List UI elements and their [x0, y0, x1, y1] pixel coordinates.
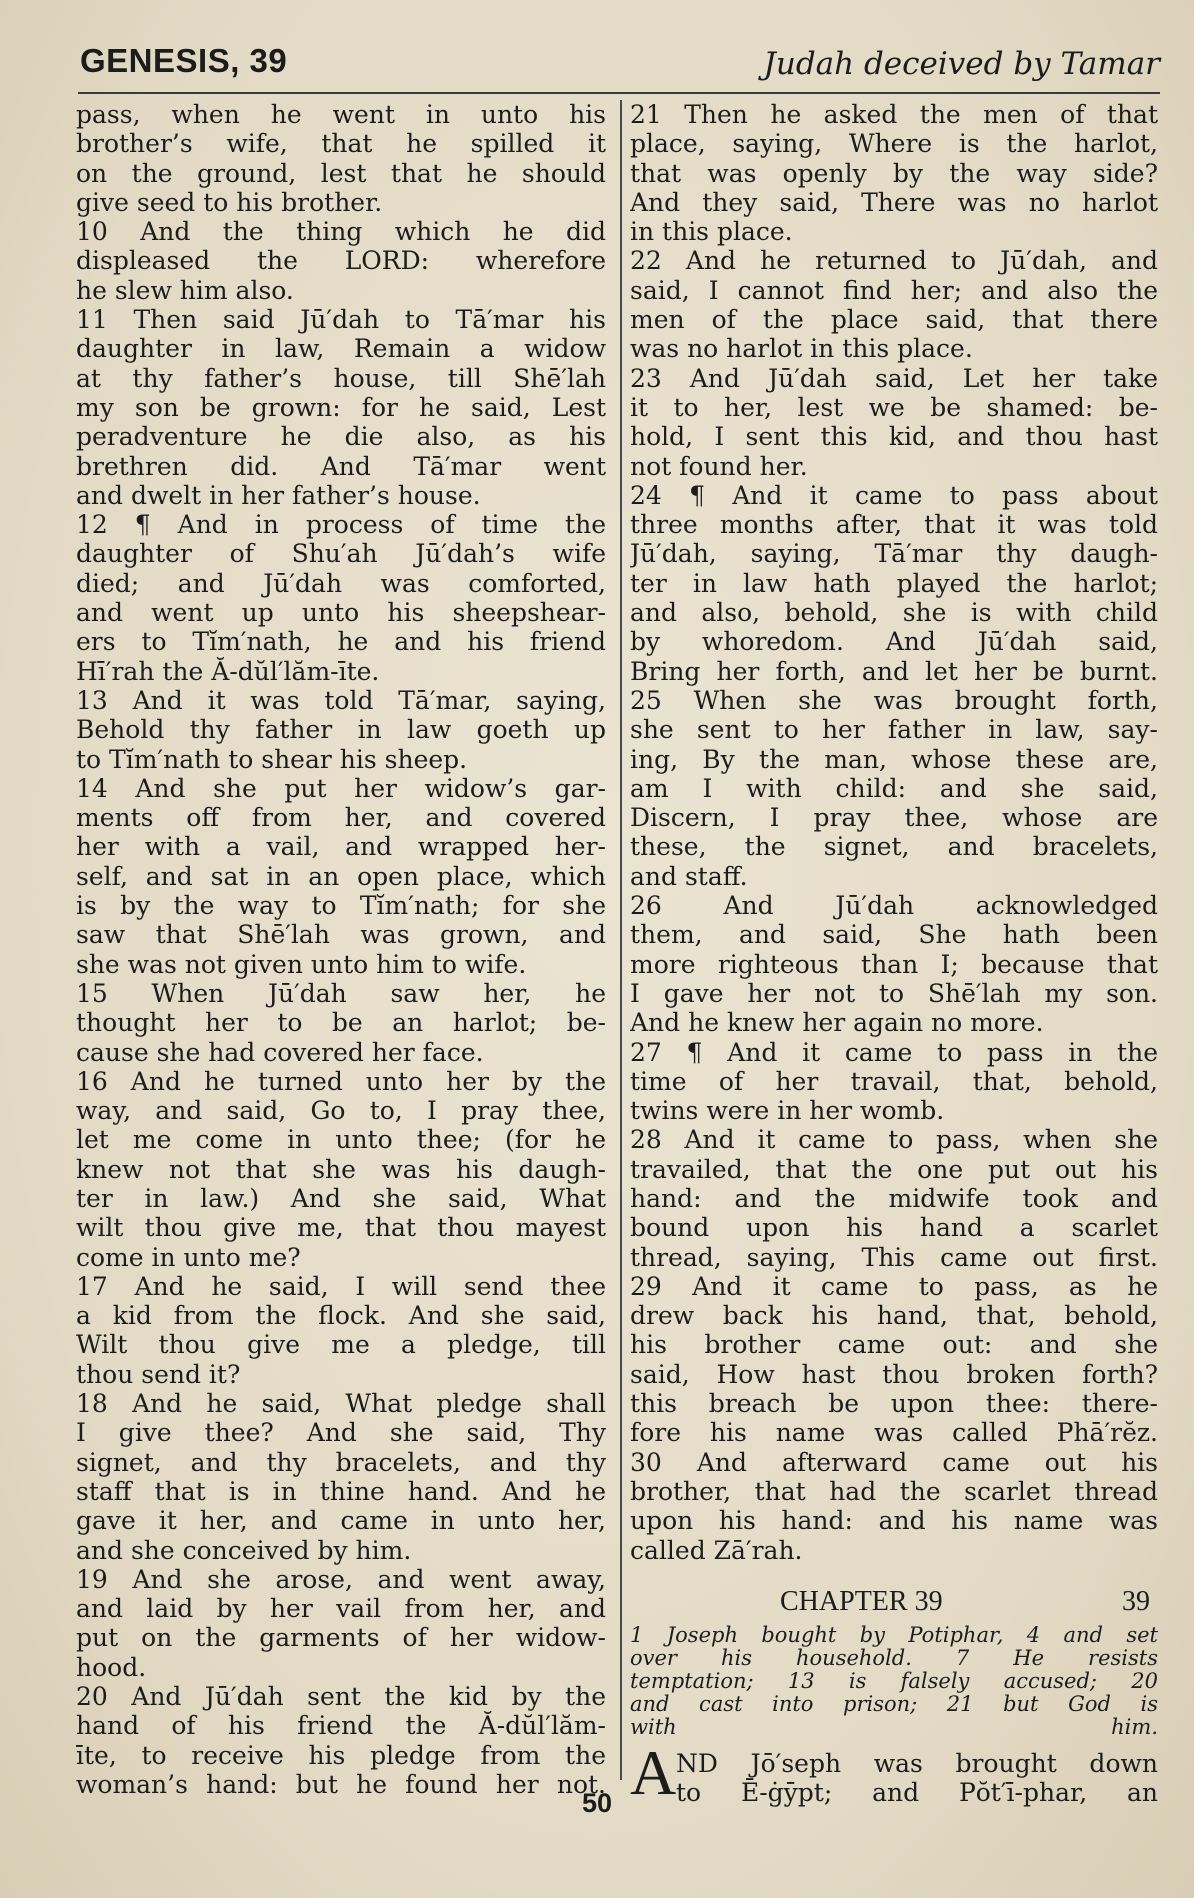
left-line: 10 And the thing which he did [76, 217, 606, 247]
right-line: drew back his hand, that, behold, [630, 1301, 1158, 1331]
left-line: thou send it? [76, 1359, 241, 1389]
left-line: let me come in unto thee; (for he [76, 1125, 606, 1155]
left-line: on the ground, lest that he should [76, 158, 606, 188]
right-line: 27 ¶ And it came to pass in the [630, 1037, 1158, 1067]
left-line: her with a vail, and wrapped her- [76, 832, 606, 862]
left-line: 14 And she put her widow’s gar- [76, 773, 606, 803]
right-line: thread, saying, This came out first. [630, 1242, 1158, 1272]
chapter-number: 39 [1122, 1585, 1150, 1617]
left-line: and went up unto his sheepshear- [76, 598, 606, 628]
left-line: at thy father’s house, till Shē′lah [76, 363, 606, 393]
right-line: she sent to her father in law, say- [630, 715, 1158, 745]
right-line: ing, By the man, whose these are, [630, 744, 1158, 774]
chapter-heading [630, 1569, 1158, 1622]
right-line: not found her. [630, 451, 808, 481]
right-line: his brother came out: and she [630, 1330, 1158, 1360]
running-head-topic: Judah deceived by Tamar [763, 46, 1160, 82]
left-line: 20 And Jū′dah sent the kid by the [76, 1682, 606, 1712]
left-line: she was not given unto him to wife. [76, 949, 527, 979]
right-line: said, How hast thou broken forth? [630, 1359, 1158, 1389]
right-line: and also, behold, she is with child [630, 598, 1158, 628]
right-line: said, I cannot find her; and also the [630, 275, 1158, 305]
right-line: 28 And it came to pass, when she [630, 1125, 1158, 1155]
right-line: men of the place said, that there [630, 305, 1158, 335]
left-line: he slew him also. [76, 275, 294, 305]
column-divider [620, 100, 622, 1780]
page-number: 50 [581, 1788, 613, 1818]
summary-line: over his household. 7 He resists [630, 1647, 1158, 1671]
header-rule [78, 92, 1160, 94]
left-line: thought her to be an harlot; be- [76, 1008, 606, 1038]
right-line: Discern, I pray thee, whose are [630, 803, 1158, 833]
left-line: 17 And he said, I will send thee [76, 1271, 606, 1301]
left-line: is by the way to Tĭm′nath; for she [76, 891, 606, 921]
left-line: displeased the LORD: wherefore [76, 246, 606, 276]
left-line: daughter in law, Remain a widow [76, 334, 606, 364]
left-line: self, and sat in an open place, which [76, 861, 606, 891]
left-line: 15 When Jū′dah saw her, he [76, 978, 606, 1008]
left-line: saw that Shē′lah was grown, and [76, 920, 606, 950]
right-line: 30 And afterward came out his [630, 1447, 1158, 1477]
left-line: Wilt thou give me a pledge, till [76, 1330, 606, 1360]
right-line: am I with child: and she said, [630, 773, 1158, 803]
left-line: ers to Tĭm′nath, he and his friend [76, 627, 606, 657]
right-line: bound upon his hand a scarlet [630, 1213, 1158, 1243]
right-line: upon his hand: and his name was [630, 1506, 1158, 1536]
left-line: put on the garments of her widow- [76, 1623, 606, 1653]
right-line: fore his name was called Phā′rĕz. [630, 1418, 1158, 1448]
left-line: woman’s hand: but he found her not. [76, 1769, 606, 1799]
right-line: 21 Then he asked the men of that [630, 100, 1158, 129]
left-line: hood. [76, 1652, 147, 1682]
left-line: brother’s wife, that he spilled it [76, 129, 606, 159]
left-line: 11 Then said Jū′dah to Tā′mar his [76, 305, 606, 335]
left-line: pass, when he went in unto his [76, 100, 606, 129]
right-line: 26 And Jū′dah acknowledged [630, 891, 1158, 921]
right-line: three months after, that it was told [630, 510, 1158, 540]
right-line: 29 And it came to pass, as he [630, 1271, 1158, 1301]
right-line: brother, that had the scarlet thread [630, 1476, 1158, 1506]
left-line: and she conceived by him. [76, 1535, 412, 1565]
chapter-summary [630, 1624, 1158, 1739]
left-line: and laid by her vail from her, and [76, 1594, 606, 1624]
left-line: way, and said, Go to, I pray thee, [76, 1096, 606, 1126]
left-line: signet, and thy bracelets, and thy [76, 1447, 606, 1477]
right-line: 25 When she was brought forth, [630, 685, 1158, 715]
left-line: staff that is in thine hand. And he [76, 1476, 606, 1506]
left-line: 12 ¶ And in process of time the [76, 510, 606, 540]
running-head-book: GENESIS, 39 [80, 42, 288, 79]
right-line: by whoredom. And Jū′dah said, [630, 627, 1158, 657]
left-line: I give thee? And she said, Thy [76, 1418, 606, 1448]
left-line: knew not that she was his daugh- [76, 1154, 606, 1184]
right-line: 22 And he returned to Jū′dah, and [630, 246, 1158, 276]
right-line: Bring her forth, and let her be burnt. [630, 656, 1158, 686]
right-line: twins were in her womb. [630, 1096, 945, 1126]
right-line: these, the signet, and bracelets, [630, 832, 1158, 862]
drop-cap: A [630, 1737, 677, 1809]
left-line: Behold thy father in law goeth up [76, 715, 606, 745]
summary-line: with him. [630, 1716, 1158, 1740]
left-line: and dwelt in her father’s house. [76, 480, 481, 510]
right-line: place, saying, Where is the harlot, [630, 129, 1158, 159]
left-line: died; and Jū′dah was comforted, [76, 568, 606, 598]
left-line: brethren did. And Tā′mar went [76, 451, 606, 481]
right-line: And he knew her again no more. [630, 1008, 1044, 1038]
opening-line-1: ND Jō′seph was brought down [676, 1749, 1158, 1779]
left-line: give seed to his brother. [76, 187, 383, 217]
left-line: 16 And he turned unto her by the [76, 1066, 606, 1096]
left-line: daughter of Shu′ah Jū′dah’s wife [76, 539, 606, 569]
summary-line: and cast into prison; 21 but God is [630, 1693, 1158, 1717]
right-line: was no harlot in this place. [630, 334, 973, 364]
summary-line: temptation; 13 is falsely accused; 20 [630, 1670, 1158, 1694]
right-line: ter in law hath played the harlot; [630, 568, 1158, 598]
right-line: in this place. [630, 217, 793, 247]
left-line: 13 And it was told Tā′mar, saying, [76, 685, 606, 715]
right-line: that was openly by the way side? [630, 158, 1158, 188]
left-line: peradventure he die also, as his [76, 422, 606, 452]
chapter-title: CHAPTER 39 [780, 1585, 943, 1617]
left-line: Hī′rah the Ă-dŭl′lăm-īte. [76, 656, 380, 686]
left-line: 19 And she arose, and went away, [76, 1564, 606, 1594]
right-line: called Zā′rah. [630, 1535, 803, 1565]
left-line: my son be grown: for he said, Lest [76, 392, 606, 422]
right-column-verses [630, 100, 1158, 1565]
right-line: travailed, that the one put out his [630, 1154, 1158, 1184]
right-line: hand: and the midwife took and [630, 1183, 1158, 1213]
left-line: gave it her, and came in unto her, [76, 1506, 606, 1536]
right-line: Jū′dah, saying, Tā′mar thy daugh- [630, 539, 1158, 569]
right-column [630, 100, 1158, 1809]
left-line: ter in law.) And she said, What [76, 1183, 606, 1213]
opening-line-2: to Ē-ġȳpt; and Pŏt′ī-phar, an [676, 1778, 1158, 1808]
summary-line: 1 Joseph bought by Potiphar, 4 and set [630, 1624, 1158, 1648]
right-line: hold, I sent this kid, and thou hast [630, 422, 1158, 452]
left-line: to Tĭm′nath to shear his sheep. [76, 744, 468, 774]
right-line: more righteous than I; because that [630, 949, 1158, 979]
right-line: And they said, There was no harlot [630, 187, 1158, 217]
left-line: come in unto me? [76, 1242, 301, 1272]
left-line: a kid from the flock. And she said, [76, 1301, 606, 1331]
left-line: 18 And he said, What pledge shall [76, 1389, 606, 1419]
right-line: 24 ¶ And it came to pass about [630, 480, 1158, 510]
left-line: wilt thou give me, that thou mayest [76, 1213, 606, 1243]
left-line: ments off from her, and covered [76, 803, 606, 833]
right-line: and staff. [630, 861, 748, 891]
right-line: it to her, lest we be shamed: be- [630, 392, 1158, 422]
right-line: time of her travail, that, behold, [630, 1066, 1158, 1096]
left-line: īte, to receive his pledge from the [76, 1740, 606, 1770]
right-line: 23 And Jū′dah said, Let her take [630, 363, 1158, 393]
right-line: I gave her not to Shē′lah my son. [630, 978, 1158, 1008]
right-line: this breach be upon thee: there- [630, 1389, 1158, 1419]
left-line: cause she had covered her face. [76, 1037, 484, 1067]
left-line: hand of his friend the Ă-dŭl′lăm- [76, 1711, 606, 1741]
left-column [76, 100, 606, 1799]
right-line: them, and said, She hath been [630, 920, 1158, 950]
